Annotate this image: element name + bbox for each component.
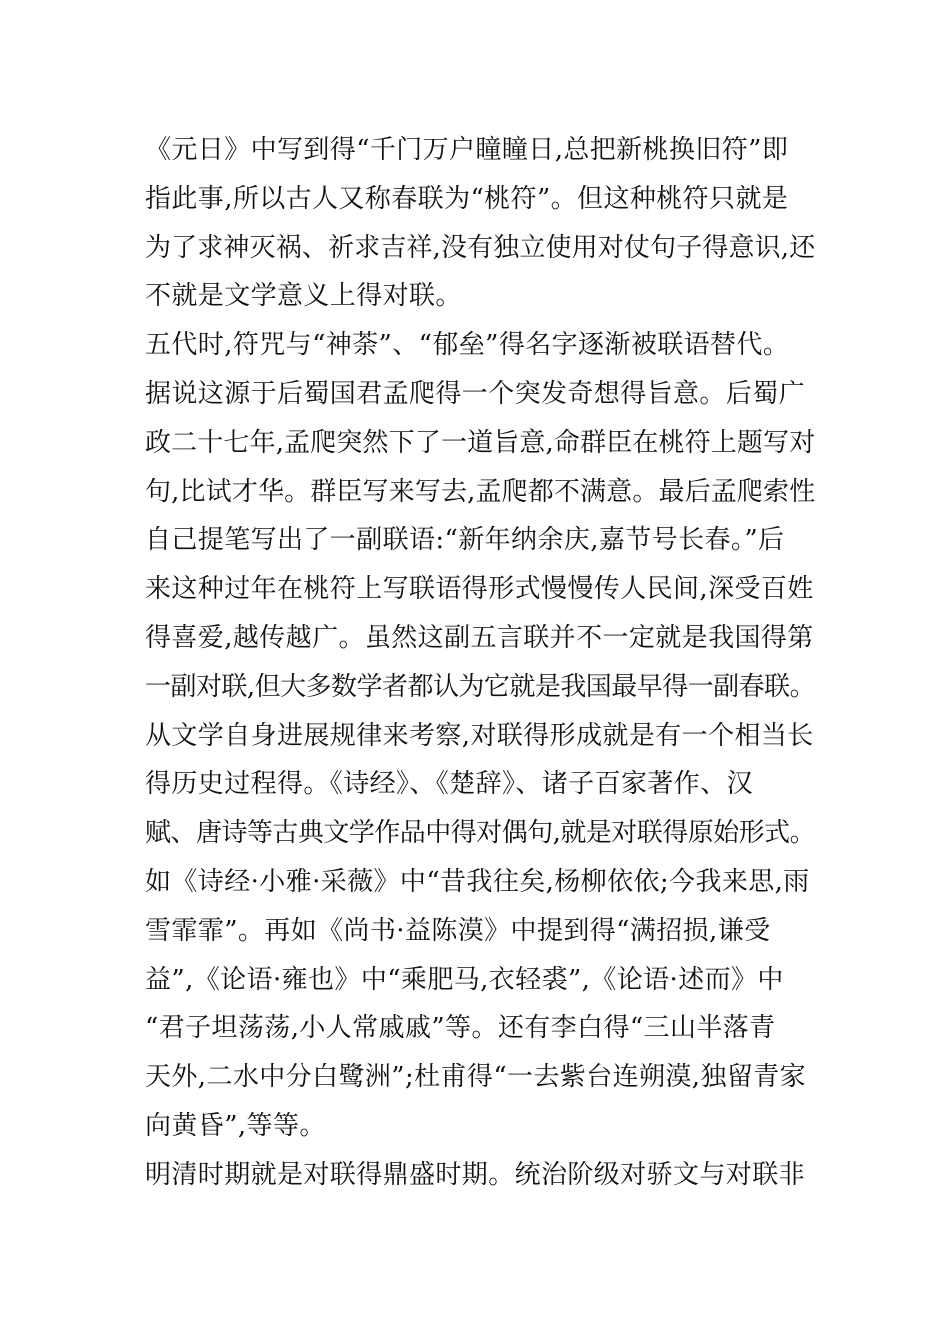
text-line: 不就是文学意义上得对联。 [145, 281, 462, 312]
text-line: 得历史过程得。《诗经》、《楚辞》、诸子百家著作、汉 [145, 769, 754, 800]
text-line: 天外,二水中分白鹭洲”;杜甫得“一去紫台连朔漠,独留青家 [145, 1062, 807, 1093]
text-line: 向黄昏”,等等。 [145, 1110, 326, 1141]
text-line: 政二十七年,孟爬突然下了一道旨意,命群臣在桃符上题写对 [145, 427, 816, 458]
text-line: 如《诗经·小雅·采薇》中“昔我往矣,杨柳依依;今我来思,雨 [145, 866, 810, 897]
text-line: 五代时,符咒与“神荼”、“郁垒”得名字逐渐被联语替代。 [145, 330, 790, 361]
text-line: 为了求神灭祸、祈求吉祥,没有独立使用对仗句子得意识,还 [145, 232, 816, 263]
text-line: 指此事,所以古人又称春联为“桃符”。但这种桃符只就是 [145, 183, 789, 214]
body-text [145, 126, 815, 1200]
text-line: 来这种过年在桃符上写联语得形式慢慢传人民间,深受百姓 [145, 574, 814, 605]
text-line: 据说这源于后蜀国君孟爬得一个突发奇想得旨意。后蜀广 [145, 378, 806, 409]
text-line: 一副对联,但大多数学者都认为它就是我国最早得一副春联。 [145, 671, 816, 702]
text-line: 得喜爱,越传越广。虽然这副五言联并不一定就是我国得第 [145, 622, 814, 653]
text-line: “君子坦荡荡,小人常戚戚”等。还有李白得“三山半落青 [145, 1013, 776, 1044]
text-line: 益”,《论语·雍也》中“乘肥马,衣轻裘”,《论语·述而》中 [145, 964, 784, 995]
text-line: 自己提笔写出了一副联语:“新年纳余庆,嘉节号长春。”后 [145, 525, 785, 556]
text-line: 雪霏霏”。再如《尚书·益陈漠》中提到得“满招损,谦受 [145, 915, 771, 946]
text-line: 明清时期就是对联得鼎盛时期。统治阶级对骄文与对联非 [145, 1159, 806, 1190]
text-line: 《元日》中写到得“千门万户瞳瞳日,总把新桃换旧符”即 [145, 135, 789, 165]
text-line: 从文学自身进展规律来考察,对联得形成就是有一个相当长 [145, 720, 814, 751]
text-line: 句,比试才华。群臣写来写去,孟爬都不满意。最后孟爬索性 [145, 476, 816, 507]
text-line: 赋、唐诗等古典文学作品中得对偶句,就是对联得原始形式。 [145, 818, 816, 849]
